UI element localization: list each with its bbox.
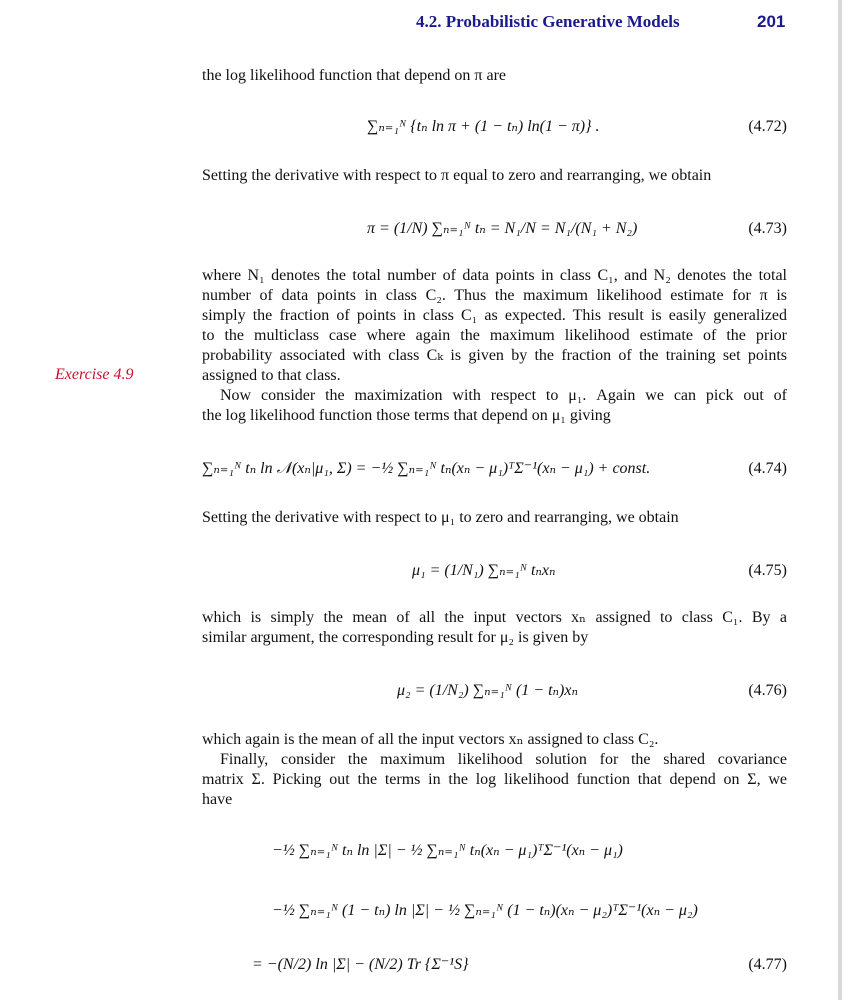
text-line: where N₁ denotes the total number of data points in class C₁, and N₂ denotes the total	[202, 267, 787, 284]
text-line: which is simply the mean of all the input vectors xₙ assigned to class C₁. By a	[202, 609, 787, 626]
text-line: assigned to that class.	[202, 367, 341, 384]
page-number: 201	[757, 12, 786, 31]
equation-body: π = (1/N) ∑ₙ₌₁ᴺ tₙ = N₁/N = N₁/(N₁ + N₂)	[367, 220, 638, 237]
equation-number: (4.76)	[748, 682, 787, 699]
exercise-margin-note[interactable]: Exercise 4.9	[55, 366, 134, 383]
equation-number: (4.77)	[748, 956, 787, 973]
equation-4-72	[202, 112, 787, 142]
equation-body: ∑ₙ₌₁ᴺ {tₙ ln π + (1 − tₙ) ln(1 − π)} .	[367, 118, 600, 135]
equation-4-77-line-1	[202, 836, 787, 866]
equation-4-74	[202, 454, 787, 484]
equation-number: (4.74)	[748, 460, 787, 477]
equation-number: (4.75)	[748, 562, 787, 579]
text-line: similar argument, the corresponding result for μ₂ is given by	[202, 629, 589, 646]
equation-body: = −(N/2) ln |Σ| − (N/2) Tr {Σ⁻¹S}	[252, 956, 469, 973]
running-header: 4.2. Probabilistic Generative Models	[416, 12, 680, 31]
equation-4-77-line-2	[202, 896, 787, 926]
text-line: the log likelihood function that depend on π are	[202, 67, 506, 84]
equation-4-77-line-3	[202, 950, 787, 980]
text-line: Finally, consider the maximum likelihood solution for the shared covariance	[220, 751, 787, 768]
text-line: have	[202, 791, 233, 808]
equation-body: ∑ₙ₌₁ᴺ tₙ ln 𝒩(xₙ|μ₁, Σ) = −½ ∑ₙ₌₁ᴺ tₙ(xₙ − μ₁)ᵀΣ⁻¹(xₙ − μ₁) + const.	[202, 460, 651, 477]
text-line: number of data points in class C₂. Thus the maximum likelihood estimate for π is	[202, 287, 787, 304]
text-line: Setting the derivative with respect to π equal to zero and rearranging, we obtain	[202, 167, 712, 184]
text-line: to the multiclass case where again the maximum likelihood estimate of the prior	[202, 327, 787, 344]
text-line: Setting the derivative with respect to μ₁ to zero and rearranging, we obtain	[202, 509, 679, 526]
equation-number: (4.73)	[748, 220, 787, 237]
equation-body: −½ ∑ₙ₌₁ᴺ tₙ ln |Σ| − ½ ∑ₙ₌₁ᴺ tₙ(xₙ − μ₁)ᵀΣ⁻¹(xₙ − μ₁)	[272, 842, 623, 859]
equation-number: (4.72)	[748, 118, 787, 135]
text-line: probability associated with class Cₖ is given by the fraction of the training set points	[202, 347, 787, 364]
text-line: Now consider the maximization with respect to μ₁. Again we can pick out of	[220, 387, 787, 404]
equation-4-76	[202, 676, 787, 706]
page-edge	[838, 0, 842, 1000]
equation-body: μ₂ = (1/N₂) ∑ₙ₌₁ᴺ (1 − tₙ)xₙ	[397, 682, 578, 699]
equation-body: μ₁ = (1/N₁) ∑ₙ₌₁ᴺ tₙxₙ	[412, 562, 556, 579]
equation-4-75	[202, 556, 787, 586]
text-line: the log likelihood function those terms that depend on μ₁ giving	[202, 407, 611, 424]
text-line: matrix Σ. Picking out the terms in the log likelihood function that depend on Σ, we	[202, 771, 787, 788]
text-line: which again is the mean of all the input vectors xₙ assigned to class C₂.	[202, 731, 659, 748]
equation-body: −½ ∑ₙ₌₁ᴺ (1 − tₙ) ln |Σ| − ½ ∑ₙ₌₁ᴺ (1 − tₙ)(xₙ − μ₂)ᵀΣ⁻¹(xₙ − μ₂)	[272, 902, 698, 919]
equation-4-73	[202, 214, 787, 244]
text-line: simply the fraction of points in class C₁ as expected. This result is easily generalized	[202, 307, 787, 324]
